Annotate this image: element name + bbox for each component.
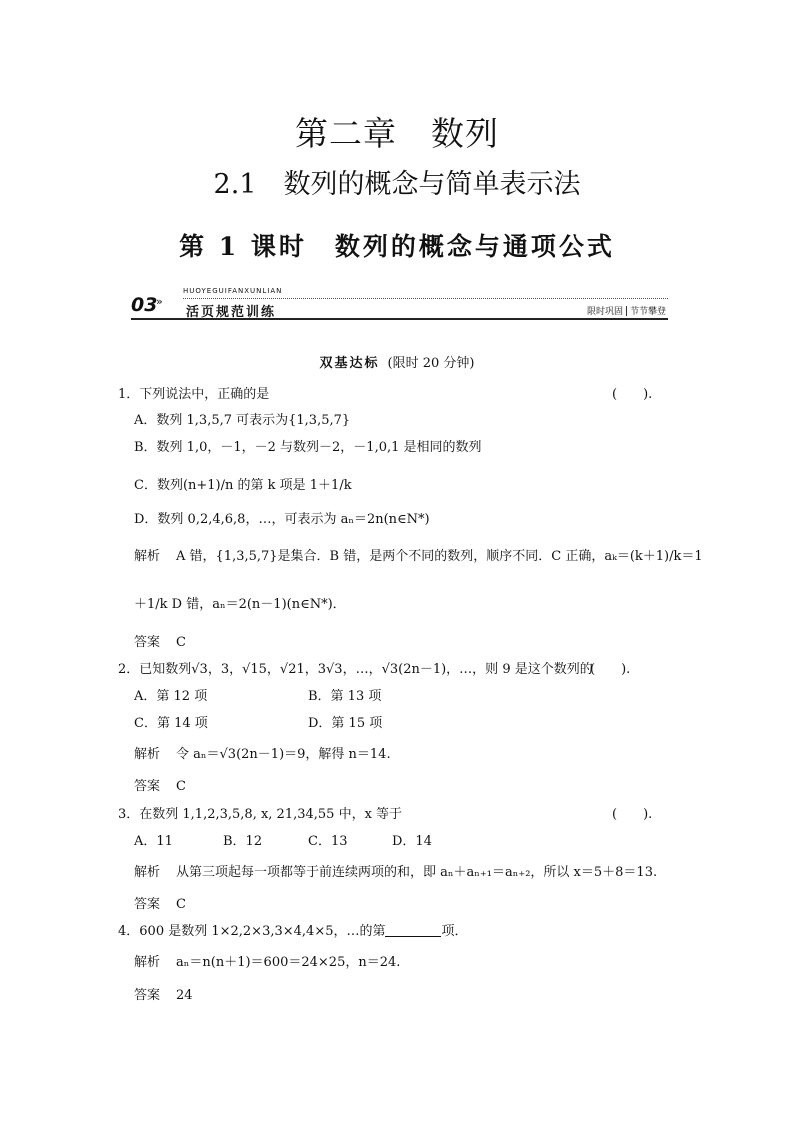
banner-rule (131, 318, 668, 320)
q3-answer-value: C (176, 897, 186, 912)
q1-analysis-text: A 错，{1,3,5,7}是集合．B 错，是两个不同的数列，顺序不同．C 正确，aₖ＝(k＋1)/k＝1 (176, 549, 703, 564)
q2-option-b: B．第 13 项 (308, 689, 382, 704)
answer-label: 答案 (134, 779, 161, 794)
q3-stem: 3．在数列 1,1,2,3,5,8, x, 21,34,55 中，x 等于 (118, 807, 403, 822)
q2-answer (134, 779, 186, 795)
q3-option-d: D．14 (392, 834, 432, 849)
banner-pinyin: HUOYEGUIFANXUNLIAN (183, 287, 283, 295)
q2-stem: 2．已知数列√3，3，√15，√21，3√3，…，√3(2n－1)，…，则 9 是这个数列的 (118, 662, 593, 677)
q1-answer (134, 635, 186, 651)
q3-option-c: C．13 (308, 834, 348, 849)
q1-option-c: C．数列(n+1)/n 的第 k 项是 1＋1/k (134, 478, 352, 493)
q2-option-d: D．第 15 项 (308, 716, 383, 731)
q2-option-c: C．第 14 项 (134, 716, 208, 731)
banner-number: 03 (131, 294, 158, 316)
q1-stem: 1．下列说法中，正确的是 (118, 387, 270, 402)
q1-paren: ( ). (612, 387, 653, 402)
q4-analysis-text: aₙ＝n(n＋1)＝600＝24×25，n＝24. (176, 955, 401, 970)
q4-stem (118, 924, 468, 940)
section-heading-title: 双基达标 (319, 356, 380, 371)
q1-option-a: A．数列 1,3,5,7 可表示为{1,3,5,7} (134, 413, 351, 428)
answer-label: 答案 (134, 988, 161, 1003)
chevron-right-icon: » (156, 295, 163, 308)
practice-banner (131, 288, 668, 320)
q3-paren: ( ). (612, 807, 653, 822)
q4-blank (385, 924, 441, 937)
q1-analysis (134, 549, 703, 565)
q1-answer-value: C (176, 635, 186, 650)
analysis-label: 解析 (134, 955, 161, 970)
answer-label: 答案 (134, 897, 161, 912)
q4-answer (134, 988, 193, 1004)
banner-tag-1: 限时巩固 (586, 307, 623, 317)
q1-option-b: B．数列 1,0，－1，－2 与数列－2，－1,0,1 是相同的数列 (134, 440, 482, 455)
q2-paren: ( ). (590, 662, 631, 677)
q4-stem-text: 4．600 是数列 1×2,2×3,3×4,4×5，…的第 (118, 924, 386, 939)
analysis-label: 解析 (134, 747, 161, 762)
lesson-title: 第 1 课时 数列的概念与通项公式 (179, 232, 615, 261)
q3-analysis-text: 从第三项起每一项都等于前连续两项的和，即 aₙ＋aₙ₊₁＝aₙ₊₂，所以 x＝5＋8＝13. (176, 865, 658, 880)
banner-tag-2: 节节攀登 (629, 307, 666, 317)
q3-answer (134, 897, 186, 913)
section-heading (0, 352, 794, 371)
section-title: 2.1 数列的概念与简单表示法 (213, 169, 581, 200)
analysis-label: 解析 (134, 865, 161, 880)
tag-divider (626, 306, 627, 316)
chapter-title: 第二章 数列 (295, 114, 499, 153)
q1-analysis-cont: ＋1/k D 错，aₙ＝2(n－1)(n∈N*)． (134, 597, 346, 612)
q4-analysis (134, 955, 400, 971)
section-heading-note: (限时 20 分钟) (387, 356, 475, 371)
q2-analysis (134, 747, 391, 763)
q2-answer-value: C (176, 779, 186, 794)
answer-label: 答案 (134, 635, 161, 650)
banner-tags (587, 304, 666, 317)
q1-option-d: D．数列 0,2,4,6,8，…，可表示为 aₙ＝2n(n∈N*) (134, 512, 430, 527)
q4-stem-end: 项． (441, 924, 468, 939)
q4-answer-value: 24 (176, 988, 193, 1003)
banner-title: 活页规范训练 (186, 305, 277, 320)
q2-analysis-text: 令 aₙ＝√3(2n－1)＝9，解得 n＝14. (176, 747, 391, 762)
banner-dotted-line (183, 298, 668, 299)
analysis-label: 解析 (134, 549, 161, 564)
q3-option-a: A．11 (134, 834, 173, 849)
q3-option-b: B．12 (223, 834, 263, 849)
q2-option-a: A．第 12 项 (134, 689, 208, 704)
q3-analysis (134, 865, 657, 881)
